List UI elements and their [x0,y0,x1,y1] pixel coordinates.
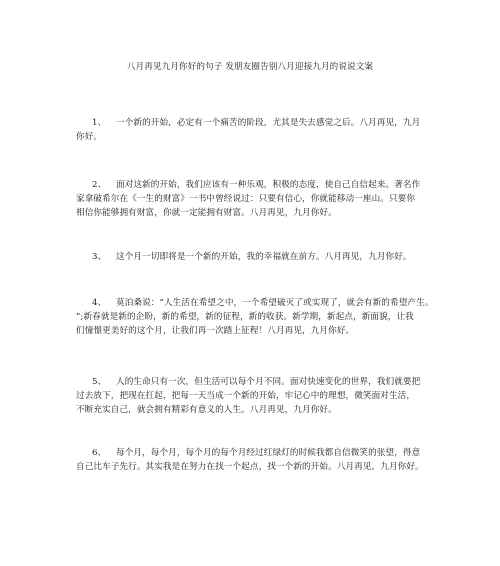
paragraph-1 [76,116,436,144]
paragraph-line [76,296,436,310]
paragraph-number: 2、 [92,180,107,190]
paragraph-number: 3、 [92,252,107,262]
paragraph-line: 自己比车子先行。其实我是在努力在找一个起点，找一个新的开始。八月再见，九月你好。 [76,462,424,472]
paragraph-number: 5、 [92,377,107,387]
paragraph-number: 1、 [92,118,107,128]
paragraph-line: ”;新春就是新的企盼，新的希望，新的征程，新的收获。新学期，新起点，新面貌，让我 [76,312,414,322]
paragraph-3 [76,250,436,264]
paragraph-text: 面对这新的开始，我们应该有一种乐观，积极的态度，使自己自信起来。著名作 [116,180,421,190]
paragraph-line: 相信你能够拥有财富，你就一定能拥有财富。八月再见，九月你好。 [76,208,337,218]
paragraph-text: 人的生命只有一次，但生活可以每个月不同。面对快速变化的世界，我们就要把 [116,377,421,387]
paragraph-line [76,116,436,130]
paragraph-line [76,178,436,192]
paragraph-number: 4、 [92,298,107,308]
paragraph-text: 这个月一切即将是一个新的开始，我的幸福就在前方。八月再见，九月你好。 [116,252,412,262]
paragraph-text: 一个新的开始，必定有一个痛苦的阶段，尤其是失去感觉之后。八月再见，九月 [116,118,421,128]
paragraph-line: 你好。 [76,132,103,142]
paragraph-line [76,250,436,264]
paragraph-line: 们憧憬更美好的这个月，让我们再一次踏上征程！八月再见，九月你好。 [76,326,355,336]
paragraph-line: 不断充实自己，就会拥有精彩有意义的人生。八月再见，九月你好。 [76,405,337,415]
paragraph-line [76,375,436,389]
paragraph-line: 过去放下，把现在扛起，把每一天当成一个新的开始，牢记心中的理想，微笑面对生活， [76,391,416,401]
document-title: 八月再见九月你好的句子 发朋友圈告别八月迎接九月的说说文案 [126,62,374,72]
paragraph-number: 6、 [92,448,107,458]
paragraph-text: 莫泊桑说：“人生活在希望之中，一个希望破灭了或实现了，就会有新的希望产生。 [116,298,434,308]
paragraph-2 [76,178,436,220]
paragraph-6 [76,446,436,474]
paragraph-text: 每个月，每个月，每个月的每个月经过红绿灯的时候我都自信微笑的张望，得意 [116,448,421,458]
paragraph-5 [76,375,436,417]
paragraph-4 [76,296,436,338]
paragraph-line [76,446,436,460]
paragraph-line: 家拿破希尔在《一生的财富》一书中曾经说过：只要有信心，你就能移动一座山。只要你 [76,194,416,204]
